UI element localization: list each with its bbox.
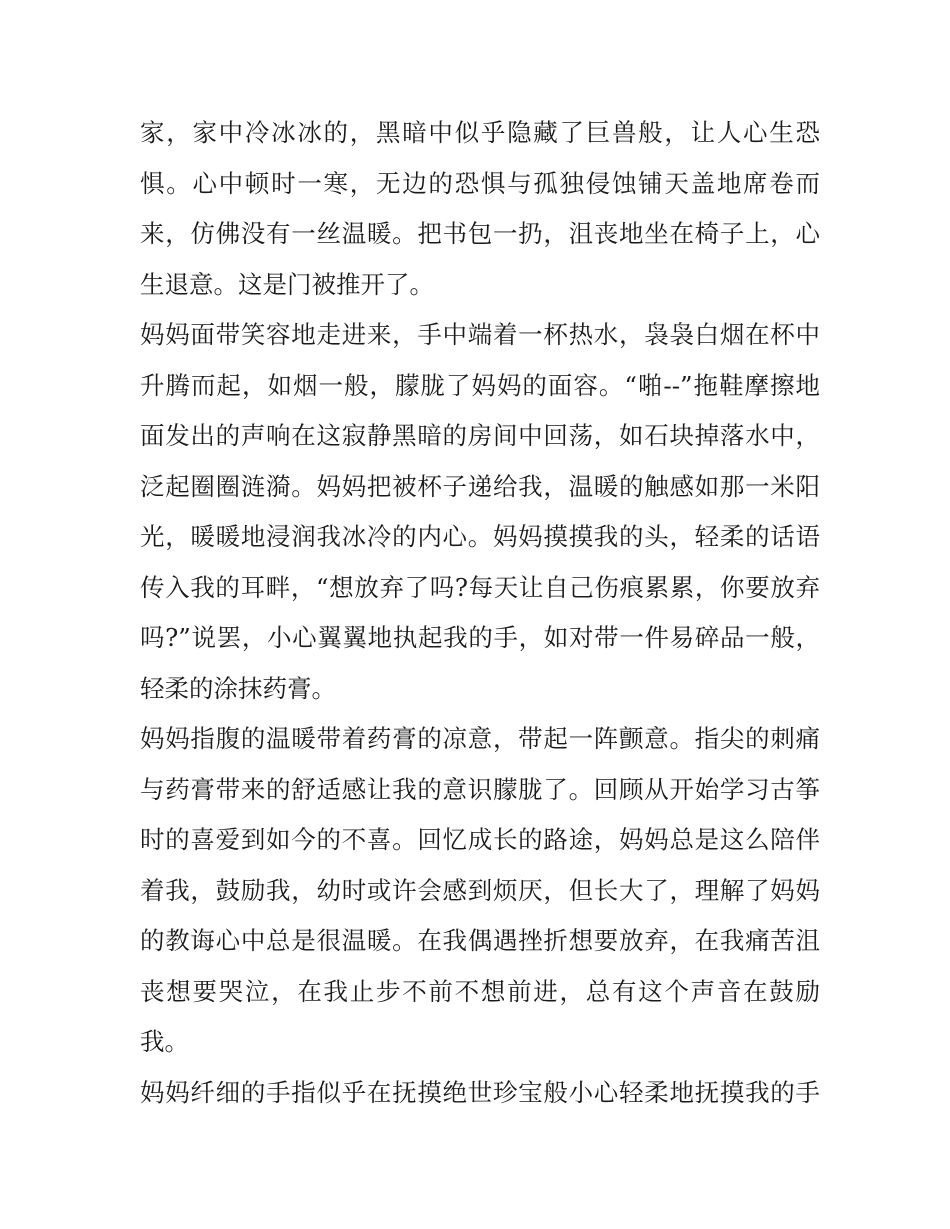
text-line: 生退意。这是门被推开了。	[140, 269, 434, 299]
text-line: 升腾而起，如烟一般，朦胧了妈妈的面容。“啪--”拖鞋摩擦地	[140, 370, 820, 400]
text-line: 泛起圈圈涟漪。妈妈把被杯子递给我，温暖的触感如那一米阳	[140, 471, 820, 501]
text-line: 着我，鼓励我，幼时或许会感到烦厌，但长大了，理解了妈妈	[140, 875, 820, 905]
text-line: 妈妈指腹的温暖带着药膏的凉意，带起一阵颤意。指尖的刺痛	[140, 724, 820, 753]
text-line: 时的喜爱到如今的不喜。回忆成长的路途，妈妈总是这么陪伴	[140, 825, 820, 854]
text-line: 家，家中冷冰冰的，黑暗中似乎隐藏了巨兽般，让人心生恐	[140, 118, 820, 147]
text-line: 轻柔的涂抹药膏。	[140, 673, 336, 703]
text-line: 我。	[140, 1027, 189, 1056]
text-line: 惧。心中顿时一寒，无边的恐惧与孤独侵蚀铺天盖地席卷而	[140, 168, 820, 198]
text-line: 面发出的声响在这寂静黑暗的房间中回荡，如石块掉落水中，	[140, 421, 820, 450]
text-line: 与药膏带来的舒适感让我的意识朦胧了。回顾从开始学习古筝	[140, 774, 820, 804]
text-line: 光，暖暖地浸润我冰冷的内心。妈妈摸摸我的头，轻柔的话语	[140, 522, 820, 551]
text-line: 传入我的耳畔，“想放弃了吗?每天让自己伤痕累累，你要放弃	[140, 572, 820, 602]
text-line: 妈妈纤细的手指似乎在抚摸绝世珍宝般小心轻柔地抚摸我的手	[140, 1077, 820, 1107]
text-line: 来，仿佛没有一丝温暖。把书包一扔，沮丧地坐在椅子上，心	[140, 219, 820, 248]
text-line: 妈妈面带笑容地走进来，手中端着一杯热水，袅袅白烟在杯中	[140, 320, 820, 349]
text-line: 丧想要哭泣，在我止步不前不想前进，总有这个声音在鼓励	[140, 976, 820, 1006]
text-line: 吗?”说罢，小心翼翼地执起我的手，如对带一件易碎品一般，	[140, 623, 820, 652]
text-line: 的教诲心中总是很温暖。在我偶遇挫折想要放弃，在我痛苦沮	[140, 926, 820, 955]
essay-text	[140, 108, 820, 1118]
